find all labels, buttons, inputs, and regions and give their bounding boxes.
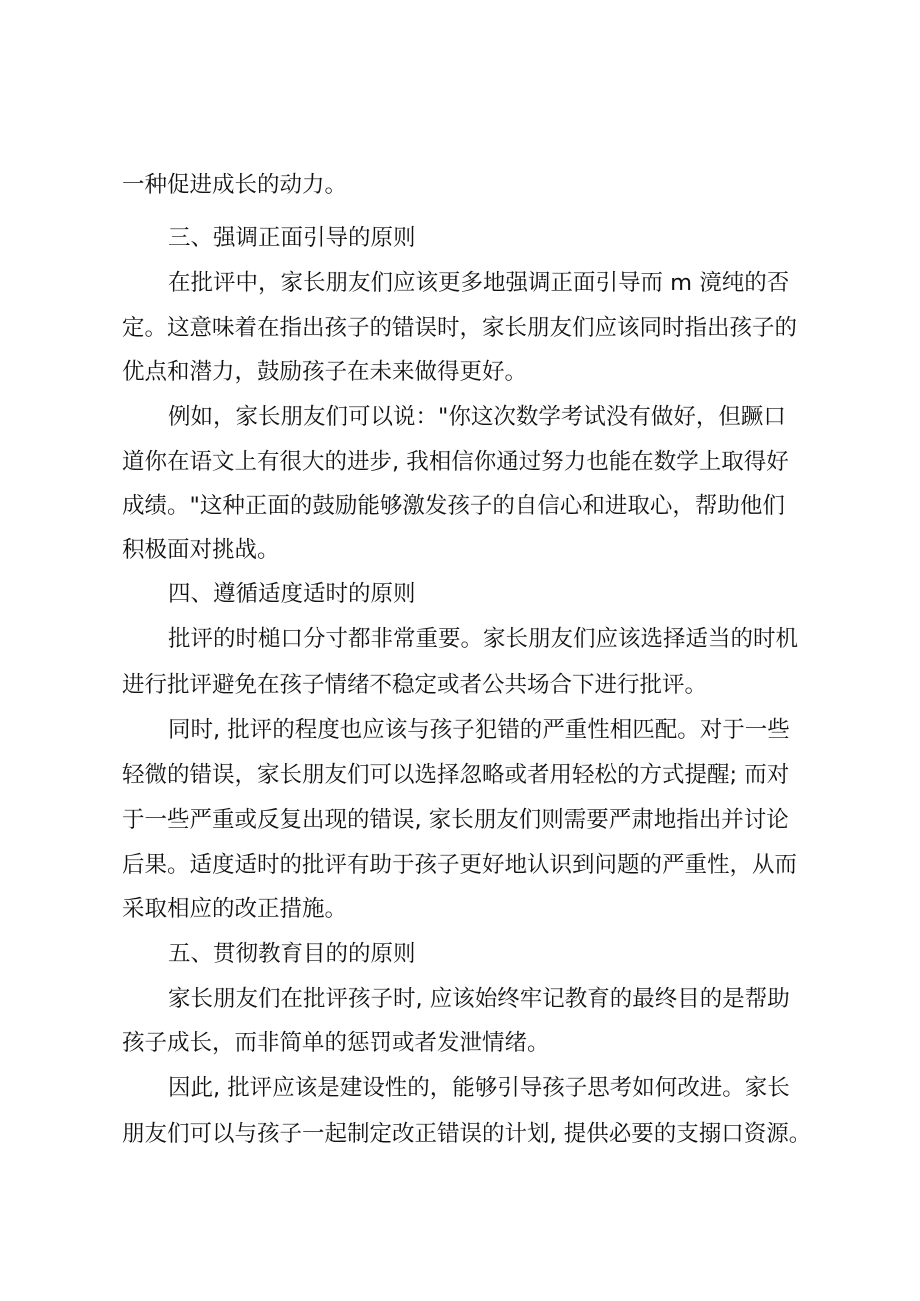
paragraph-line: 在批评中，家长朋友们应该更多地强调正面引导而 m 滰纯的否 — [168, 270, 790, 296]
paragraph-line: 定。这意味着在指出孩子的错误时，家长朋友们应该同时指出孩子的 — [122, 315, 798, 341]
paragraph-line: 后果。适度适时的批评有助于孩子更好地认识到问题的严重性，从而 — [122, 852, 798, 878]
paragraph-line: 批评的时槌口分寸都非常重要。家长朋友们应该选择适当的时机 — [168, 626, 799, 652]
paragraph-line: 孩子成长，而非简单的惩罚或者发泄情绪。 — [122, 1030, 550, 1056]
paragraph-line: 于一些严重或反复出现的错误, 家长朋友们则需要严肃地指出并讨论 — [122, 807, 789, 833]
section-heading: 五、贯彻教育目的的原则 — [168, 941, 416, 967]
paragraph-line: 朋友们可以与孩子一起制定改正错误的计划, 提供必要的支搦口资源。 — [122, 1121, 812, 1147]
paragraph-line: 因此, 批评应该是建设性的，能够引导孩子思考如何改进。家长 — [168, 1075, 790, 1101]
paragraph-line: 积极面对挑战。 — [122, 537, 280, 563]
paragraph-line: 成绩。"这种正面的鼓励能够激发孩子的自信心和进取心，帮助他们 — [122, 493, 785, 519]
paragraph-line: 轻微的错误，家长朋友们可以选择忽略或者用轻松的方式提醒; 而对 — [122, 762, 790, 788]
paragraph-line: 采取相应的改正措施。 — [122, 896, 348, 922]
paragraph-line: 优点和潜力，鼓励孩子在未来做得更好。 — [122, 359, 528, 385]
section-heading: 四、遵循适度适时的原则 — [168, 581, 416, 607]
paragraph-line: 进行批评避免在孩子情绪不稳定或者公共场合下进行批评。 — [122, 672, 708, 698]
paragraph-line: 例如，家长朋友们可以说："你这次数学考试没有做好，但蹶口 — [168, 404, 786, 430]
paragraph-line: 一种促进成长的动力。 — [122, 172, 348, 198]
section-heading: 三、强调正面引导的原则 — [168, 225, 416, 251]
paragraph-line: 同时, 批评的程度也应该与孩子犯错的严重性相匹配。对于一些 — [168, 717, 790, 743]
paragraph-line: 家长朋友们在批评孩子时, 应该始终牢记教育的最终目的是帮助 — [168, 986, 790, 1012]
paragraph-line: 道你在语文上有很大的进步, 我相信你通过努力也能在数学上取得好 — [122, 449, 789, 475]
